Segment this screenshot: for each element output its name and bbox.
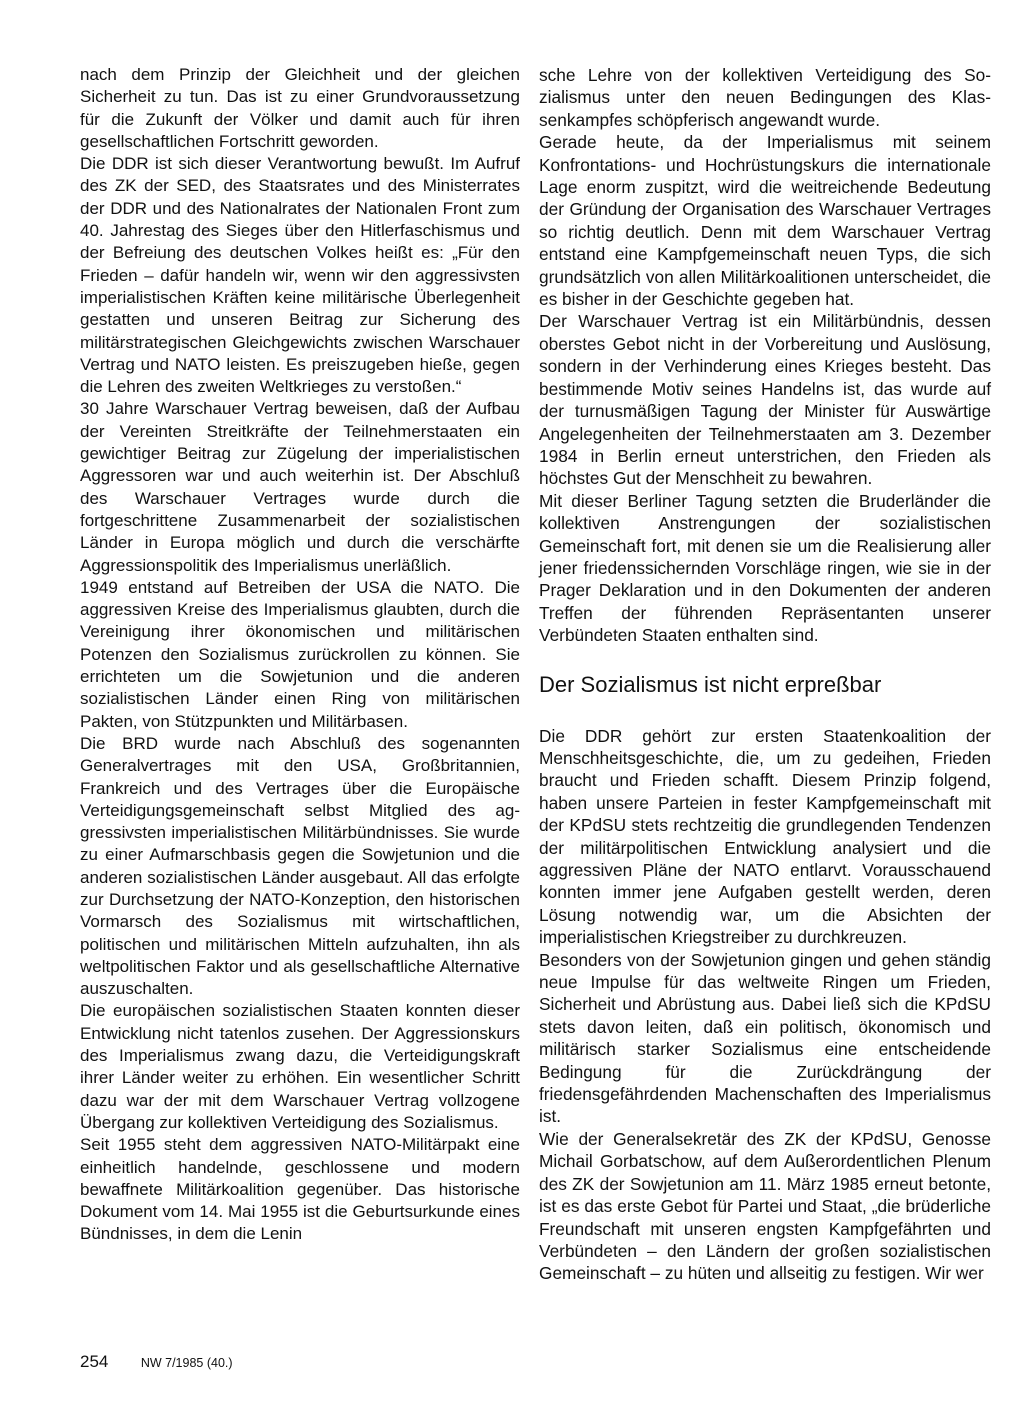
- paragraph: Die DDR ist sich dieser Verantwortung bewußt. Im Aufruf des ZK der SED, des Staatsrates und des Ministerrates der DDR und des Nationalrates der Nationalen Front zum 40. Jahrestag des Sieges über den Hitlerfaschismus und der Befreiung des deutschen Volkes heißt es: „Für den Frieden – dafür handeln wir, wenn wir den aggressivsten imperialistischen Kräften keine militärische Überlegenheit gestatten und unseren Beitrag zur Sicherung des militärstrategischen Gleichgewichts zwischen Warschauer Vertrag und NATO leisten. Es preiszugeben hieße, gegen die Lehren des zweiten Weltkrieges zu verstoßen.“: [80, 154, 520, 397]
- paragraph: Besonders von der Sowjetunion gingen und gehen ständig neue Impulse für das weltweite Ringen um Frieden, Sicherheit und Abrüstung aus. Dabei ließ sich die KPdSU stets davon leiten, daß ein politisch, ökonomisch und militärisch starker Sozialismus eine entscheidende Bedingung für die Zurückdrängung der friedensgefährdenden Machenschaften des Imperialismus ist.: [539, 949, 991, 1127]
- section-heading: Der Sozialismus ist nicht erpreßbar: [539, 671, 882, 697]
- paragraph: Die europäischen sozialistischen Staaten konnten dieser Entwicklung nicht tatenlos zusehen. Der Aggressionskurs des Imperialismus zwang dazu, die Verteidigungskraft ihrer Länder weiter zu erhöhen. Ein wesentlicher Schritt dazu war der mit dem Warschauer Vertrag vollzogene Übergang zur kollektiven Verteidigung des Sozialismus.: [80, 1001, 520, 1132]
- page-footer: [80, 1352, 233, 1373]
- paragraph: Die DDR gehört zur ersten Staatenkoalition der Menschheitsgeschichte, die, um zu gedeihen, Frieden braucht und Frieden schafft. Diesem Prinzip folgend, haben unsere Parteien in fester Kampfgemeinschaft mit der KPdSU stets rechtzeitig die grundlegenden Tendenzen der militärpolitischen Entwicklung analysiert und die aggressiven Pläne der NATO entlarvt. Vorausschauend konnten immer jene Aufgaben gestellt werden, deren Lösung notwendig war, um die Absichten der imperialistischen Kriegstreiber zu durchkreuzen.: [539, 725, 991, 948]
- paragraph: Die BRD wurde nach Abschluß des sogenannten Generalvertrages mit den USA, Großbritannien, Frankreich und des Vertrages über die Europäische Verteidigungsgemeinschaft selbst Mitglied des aggressivsten imperialistischen Militärbündnisses. Sie wurde zu einer Aufmarschbasis gegen die Sowjetunion und die anderen sozialistischen Länder ausgebaut. All das erfolgte zur Durchsetzung der NATO-Konzeption, den historischen Vormarsch des Sozialismus mit wirtschaftlichen, politischen und militärischen Mitteln aufzuhalten, ihn als weltpolitischen Faktor und als gesellschaftliche Alternative auszuschalten.: [80, 733, 520, 999]
- paragraph: 1949 entstand auf Betreiben der USA die NATO. Die aggressiven Kreise des Imperialismus glaubten, durch die Vereinigung ihrer ökonomischen und militärischen Potenzen den Sozialismus zurückrollen zu können. Sie errichteten um die Sowjetunion und die anderen sozialistischen Länder einen Ring von militärischen Pakten, von Stützpunkten und Militärbasen.: [80, 577, 520, 731]
- paragraph: nach dem Prinzip der Gleichheit und der gleichen Sicherheit zu tun. Das ist zu einer Grundvoraussetzung für die Zukunft der Völker und damit auch für ihren gesellschaftlichen Fortschritt geworden.: [80, 65, 520, 151]
- paragraph: Seit 1955 steht dem aggressiven NATO-Militärpakt eine einheitlich handelnde, geschlossene und modern bewaffnete Militärkoalition gegenüber. Das historische Dokument vom 14. Mai 1955 ist die Geburtsurkunde eines Bündnisses, in dem die Lenin: [80, 1135, 520, 1244]
- page-number: 254: [80, 1352, 109, 1371]
- paragraph: Wie der Generalsekretär des ZK der KPdSU, Genosse Michail Gorbatschow, auf dem Außerordentlichen Plenum des ZK der Sowjetunion am 11. März 1985 erneut betonte, ist es das erste Gebot für Partei und Staat, „die brüderliche Freundschaft mit unseren engsten Kampfgefährten und Verbündeten – den Ländern der großen sozialistischen Gemeinschaft – zu hüten und allseitig zu festigen. Wir wer: [539, 1128, 991, 1284]
- paragraph: Der Warschauer Vertrag ist ein Militärbündnis, dessen oberstes Gebot nicht in der Vorbereitung und Auslösung, sondern in der Verhinderung eines Krieges besteht. Das bestimmende Motiv seines Handelns ist, das wurde auf der turnusmäßigen Tagung der Minister für Auswärtige Angelegenheiten der Teilnehmerstaaten am 3. Dezember 1984 in Berlin erneut unterstrichen, den Frieden als höchstes Gut der Menschheit zu bewahren.: [539, 311, 991, 489]
- paragraph: sche Lehre von der kollektiven Verteidigung des Sozialismus unter den neuen Bedingungen des Klassenkampfes schöpferisch angewandt wurde.: [539, 65, 991, 130]
- issue-reference: NW 7/1985 (40.): [140, 1356, 233, 1370]
- paragraph: Mit dieser Berliner Tagung setzten die Bruderländer die kollektiven Anstrengungen der sozialistischen Gemeinschaft fort, mit denen sie um die Realisierung aller jener friedenssichernden Vorschläge ringen, wie sie in der Prager Deklaration und in den Dokumenten der anderen Treffen der führenden Repräsentanten unserer Verbündeten Staaten enthalten sind.: [539, 490, 991, 646]
- left-column: [80, 64, 520, 1246]
- paragraph: Gerade heute, da der Imperialismus mit seinem Konfrontations- und Hochrüstungskurs die internationale Lage enorm zuspitzt, wird die weitreichende Bedeutung der Gründung der Organisation des Warschauer Vertrages so richtig deutlich. Denn mit dem Warschauer Vertrag entstand eine Kampfgemeinschaft neuen Typs, die sich grundsätzlich von allen Militärkoalitionen unterscheidet, die es bisher in der Geschichte gegeben hat.: [539, 132, 991, 310]
- paragraph: 30 Jahre Warschauer Vertrag beweisen, daß der Aufbau der Vereinten Streitkräfte der Teilnehmerstaaten ein gewichtiger Beitrag zur Zügelung der imperialistischen Aggressoren war und auch weiterhin ist. Der Abschluß des Warschauer Vertrages wurde durch die fortgeschrittene Zusammenarbeit der sozialistischen Länder in Europa möglich und durch die verschärfte Aggressionspolitik des Imperialismus unerläßlich.: [80, 399, 520, 575]
- right-column: [539, 64, 991, 1285]
